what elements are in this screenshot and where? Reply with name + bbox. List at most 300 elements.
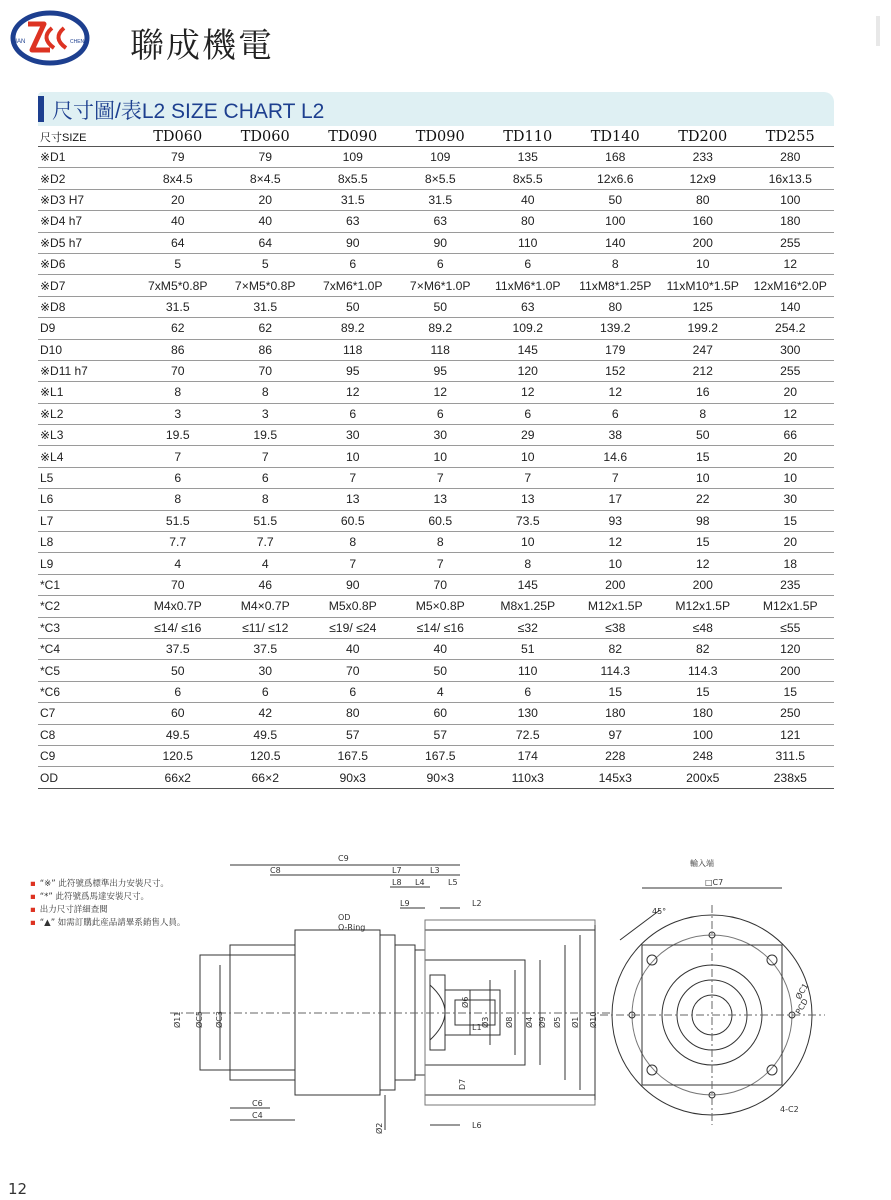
table-cell: 90x3 (309, 767, 397, 788)
model-header: TD090 (397, 127, 485, 147)
table-cell: 179 (572, 339, 660, 360)
table-cell: 114.3 (659, 660, 747, 681)
table-cell: 82 (659, 638, 747, 659)
table-cell: 5 (134, 253, 222, 274)
table-header-row (38, 127, 834, 147)
table-cell: ≤48 (659, 617, 747, 638)
table-cell: 19.5 (222, 425, 310, 446)
table-cell: 37.5 (134, 638, 222, 659)
table-cell: M4x0.7P (134, 596, 222, 617)
table-cell: 4 (222, 553, 310, 574)
table-cell: 167.5 (397, 745, 485, 766)
table-cell: 10 (659, 253, 747, 274)
table-cell: 120 (484, 360, 572, 381)
table-row (38, 425, 834, 446)
table-cell: 6 (222, 681, 310, 702)
table-cell: 100 (572, 211, 660, 232)
table-cell: 19.5 (134, 425, 222, 446)
row-label: ※D8 (38, 296, 134, 317)
table-cell: M5×0.8P (397, 596, 485, 617)
table-body (38, 147, 834, 789)
table-cell: 50 (134, 660, 222, 681)
table-cell: 12 (484, 382, 572, 403)
side-view (170, 865, 610, 1130)
table-cell: 7 (309, 467, 397, 488)
table-cell: 20 (134, 189, 222, 210)
table-cell: 4 (134, 553, 222, 574)
svg-text:Ø11: Ø11 (173, 1011, 182, 1028)
row-label: ※D6 (38, 253, 134, 274)
table-cell: 300 (747, 339, 835, 360)
table-cell: 31.5 (397, 189, 485, 210)
table-cell: M4×0.7P (222, 596, 310, 617)
table-cell: 64 (222, 232, 310, 253)
table-cell: 30 (397, 425, 485, 446)
table-cell: 95 (397, 360, 485, 381)
table-cell: 8 (222, 382, 310, 403)
table-cell: 30 (747, 489, 835, 510)
bullet-icon: ▪ (30, 892, 36, 902)
row-label: ※D5 h7 (38, 232, 134, 253)
table-cell: 66 (747, 425, 835, 446)
table-cell: 8 (397, 532, 485, 553)
table-cell: 82 (572, 638, 660, 659)
svg-text:45°: 45° (652, 907, 667, 916)
table-cell: 100 (659, 724, 747, 745)
table-cell: 6 (484, 681, 572, 702)
model-header: TD140 (572, 127, 660, 147)
svg-text:L3: L3 (430, 866, 440, 875)
table-cell: 62 (134, 318, 222, 339)
table-row (38, 232, 834, 253)
bullet-icon: ▪ (30, 918, 36, 928)
table-cell: 228 (572, 745, 660, 766)
model-header: TD110 (484, 127, 572, 147)
table-cell: 109 (397, 147, 485, 168)
table-row (38, 553, 834, 574)
table-cell: 10 (747, 467, 835, 488)
table-cell: 42 (222, 703, 310, 724)
table-cell: 70 (309, 660, 397, 681)
table-cell: 7.7 (222, 532, 310, 553)
table-cell: 63 (397, 211, 485, 232)
row-label: L6 (38, 489, 134, 510)
table-cell: 8 (659, 403, 747, 424)
row-label: *C5 (38, 660, 134, 681)
table-cell: 7×M6*1.0P (397, 275, 485, 296)
table-cell: 140 (747, 296, 835, 317)
table-cell: 50 (309, 296, 397, 317)
table-cell: 12xM16*2.0P (747, 275, 835, 296)
table-cell: 120.5 (222, 745, 310, 766)
table-cell: 11xM8*1.25P (572, 275, 660, 296)
front-view (600, 888, 825, 1125)
bullet-icon: ▪ (30, 879, 36, 889)
table-cell: 57 (397, 724, 485, 745)
table-cell: 50 (572, 189, 660, 210)
table-cell: 7 (484, 467, 572, 488)
table-cell: 12x9 (659, 168, 747, 189)
svg-text:L2: L2 (472, 899, 482, 908)
model-header: TD090 (309, 127, 397, 147)
table-cell: ≤14/ ≤16 (134, 617, 222, 638)
svg-text:ØC5: ØC5 (195, 1011, 204, 1028)
note-item: ▪ “▲” 如需訂購此産品請畢系銷售人員。 (30, 918, 186, 928)
table-cell: 16x13.5 (747, 168, 835, 189)
table-cell: M12x1.5P (659, 596, 747, 617)
table-cell: 31.5 (309, 189, 397, 210)
table-cell: 20 (222, 189, 310, 210)
table-cell: 8x5.5 (309, 168, 397, 189)
table-cell: 200 (572, 574, 660, 595)
table-cell: 200 (659, 574, 747, 595)
svg-text:L8: L8 (392, 878, 402, 887)
table-cell: 120.5 (134, 745, 222, 766)
table-cell: 60 (134, 703, 222, 724)
table-row (38, 296, 834, 317)
table-cell: 110x3 (484, 767, 572, 788)
svg-text:D7: D7 (458, 1078, 467, 1090)
table-row (38, 703, 834, 724)
table-cell: 10 (484, 446, 572, 467)
table-cell: 168 (572, 147, 660, 168)
table-cell: 70 (134, 574, 222, 595)
svg-text:PCD: PCD (793, 997, 811, 1016)
table-cell: 98 (659, 510, 747, 531)
table-cell: 14.6 (572, 446, 660, 467)
table-cell: 7 (572, 467, 660, 488)
table-cell: ≤38 (572, 617, 660, 638)
table-cell: 125 (659, 296, 747, 317)
table-cell: 90 (309, 232, 397, 253)
table-cell: 200x5 (659, 767, 747, 788)
table-cell: 70 (222, 360, 310, 381)
table-row (38, 189, 834, 210)
table-cell: 248 (659, 745, 747, 766)
table-cell: 7 (397, 553, 485, 574)
side-view-labels (172, 854, 598, 1134)
table-cell: 8x5.5 (484, 168, 572, 189)
row-label: D9 (38, 318, 134, 339)
technical-drawing (160, 850, 811, 1140)
table-cell: 100 (747, 189, 835, 210)
svg-text:4-C2: 4-C2 (780, 1105, 799, 1114)
svg-text:C4: C4 (252, 1111, 263, 1120)
row-label: *C6 (38, 681, 134, 702)
table-cell: 3 (222, 403, 310, 424)
svg-text:O-Ring: O-Ring (338, 923, 366, 932)
table-cell: 13 (484, 489, 572, 510)
table-cell: 255 (747, 360, 835, 381)
bullet-icon: ▪ (30, 905, 36, 915)
model-header: TD200 (659, 127, 747, 147)
table-cell: 30 (309, 425, 397, 446)
table-row (38, 318, 834, 339)
table-cell: 79 (222, 147, 310, 168)
row-label: ※D2 (38, 168, 134, 189)
svg-text:Ø2: Ø2 (375, 1122, 384, 1134)
company-name: 聯成機電 (130, 26, 274, 66)
note-item: ▪ “*” 此符號爲馬達安裝尺寸。 (30, 892, 150, 902)
table-cell: 114.3 (572, 660, 660, 681)
section-title: 尺寸圖/表L2 SIZE CHART L2 (52, 100, 325, 123)
table-cell: 64 (134, 232, 222, 253)
svg-text:C9: C9 (338, 854, 349, 863)
table-cell: 11xM6*1.0P (484, 275, 572, 296)
table-cell: 60.5 (309, 510, 397, 531)
svg-text:□C7: □C7 (705, 878, 724, 887)
table-cell: 16 (659, 382, 747, 403)
model-header: TD060 (134, 127, 222, 147)
table-cell: 118 (397, 339, 485, 360)
table-cell: 31.5 (134, 296, 222, 317)
table-cell: 212 (659, 360, 747, 381)
table-cell: 6 (484, 403, 572, 424)
table-cell: 50 (659, 425, 747, 446)
table-cell: 10 (572, 553, 660, 574)
table-row (38, 382, 834, 403)
table-row (38, 724, 834, 745)
row-label: OD (38, 767, 134, 788)
svg-text:OD: OD (338, 913, 351, 922)
table-cell: 145 (484, 574, 572, 595)
table-cell: 80 (484, 211, 572, 232)
row-label: ※D11 h7 (38, 360, 134, 381)
table-row (38, 211, 834, 232)
table-cell: 86 (134, 339, 222, 360)
table-cell: 60.5 (397, 510, 485, 531)
table-row (38, 617, 834, 638)
table-cell: 79 (134, 147, 222, 168)
table-cell: 11xM10*1.5P (659, 275, 747, 296)
row-label: *C1 (38, 574, 134, 595)
table-cell: 13 (397, 489, 485, 510)
row-label: ※D7 (38, 275, 134, 296)
table-cell: 139.2 (572, 318, 660, 339)
table-cell: M5x0.8P (309, 596, 397, 617)
table-cell: 80 (572, 296, 660, 317)
table-cell: 7 (222, 446, 310, 467)
table-cell: 6 (222, 467, 310, 488)
table-cell: 180 (659, 703, 747, 724)
model-header: TD060 (222, 127, 310, 147)
svg-text:L9: L9 (400, 899, 410, 908)
table-row (38, 489, 834, 510)
table-cell: 30 (222, 660, 310, 681)
table-cell: 40 (484, 189, 572, 210)
table-cell: 10 (659, 467, 747, 488)
row-label: L9 (38, 553, 134, 574)
table-cell: 90 (309, 574, 397, 595)
table-cell: 7 (309, 553, 397, 574)
table-cell: 8×5.5 (397, 168, 485, 189)
table-cell: 255 (747, 232, 835, 253)
svg-text:Ø9: Ø9 (538, 1016, 547, 1028)
table-cell: 51.5 (134, 510, 222, 531)
table-row (38, 638, 834, 659)
table-cell: 238x5 (747, 767, 835, 788)
table-cell: 200 (659, 232, 747, 253)
table-cell: 109.2 (484, 318, 572, 339)
table-cell: 31.5 (222, 296, 310, 317)
table-cell: 254.2 (747, 318, 835, 339)
table-cell: 15 (659, 446, 747, 467)
svg-text:L7: L7 (392, 866, 402, 875)
table-cell: 8 (309, 532, 397, 553)
table-cell: 121 (747, 724, 835, 745)
table-cell: 40 (397, 638, 485, 659)
corner-label: 尺寸SIZE (38, 127, 134, 147)
table-row (38, 403, 834, 424)
table-cell: 15 (747, 510, 835, 531)
svg-text:ØC3: ØC3 (215, 1011, 224, 1028)
row-label: C9 (38, 745, 134, 766)
table-row (38, 745, 834, 766)
table-cell: 12 (747, 253, 835, 274)
table-cell: 235 (747, 574, 835, 595)
table-cell: 7xM5*0.8P (134, 275, 222, 296)
section-title-bar (38, 92, 834, 126)
table-row (38, 510, 834, 531)
table-cell: 70 (397, 574, 485, 595)
table-row (38, 360, 834, 381)
table-cell: 233 (659, 147, 747, 168)
row-label: ※D4 h7 (38, 211, 134, 232)
table-row (38, 168, 834, 189)
table-cell: 66×2 (222, 767, 310, 788)
svg-text:L6: L6 (472, 1121, 482, 1130)
table-cell: 174 (484, 745, 572, 766)
table-cell: 60 (397, 703, 485, 724)
table-cell: 110 (484, 232, 572, 253)
size-chart-table (38, 127, 834, 789)
table-cell: 51 (484, 638, 572, 659)
table-cell: 250 (747, 703, 835, 724)
table-cell: 46 (222, 574, 310, 595)
table-cell: 93 (572, 510, 660, 531)
table-cell: 57 (309, 724, 397, 745)
table-cell: 15 (747, 681, 835, 702)
table-cell: 12 (309, 382, 397, 403)
table-cell: 49.5 (222, 724, 310, 745)
table-cell: 8x4.5 (134, 168, 222, 189)
table-cell: 12 (747, 403, 835, 424)
table-cell: 10 (309, 446, 397, 467)
table-cell: 8 (484, 553, 572, 574)
table-cell: 280 (747, 147, 835, 168)
table-cell: ≤55 (747, 617, 835, 638)
svg-text:L1: L1 (472, 1023, 482, 1032)
table-cell: 15 (659, 681, 747, 702)
table-cell: 118 (309, 339, 397, 360)
table-cell: 8 (572, 253, 660, 274)
row-label: ※L4 (38, 446, 134, 467)
svg-text:Ø3: Ø3 (481, 1016, 490, 1028)
table-cell: 167.5 (309, 745, 397, 766)
table-cell: 6 (134, 681, 222, 702)
table-cell: 15 (659, 532, 747, 553)
table-cell: 6 (572, 403, 660, 424)
svg-text:L4: L4 (415, 878, 425, 887)
table-cell: 15 (572, 681, 660, 702)
table-cell: 90×3 (397, 767, 485, 788)
table-cell: 6 (397, 253, 485, 274)
row-label: ※D3 H7 (38, 189, 134, 210)
table-row (38, 467, 834, 488)
table-cell: 145 (484, 339, 572, 360)
svg-text:Ø6: Ø6 (461, 996, 470, 1008)
table-row (38, 275, 834, 296)
table-cell: 6 (309, 253, 397, 274)
svg-text:ØC1: ØC1 (793, 981, 811, 1001)
row-label: D10 (38, 339, 134, 360)
table-cell: 97 (572, 724, 660, 745)
table-cell: 199.2 (659, 318, 747, 339)
row-label: ※L1 (38, 382, 134, 403)
table-cell: 12 (397, 382, 485, 403)
svg-text:Ø1: Ø1 (571, 1016, 580, 1028)
svg-text:Ø4: Ø4 (525, 1016, 534, 1028)
table-row (38, 147, 834, 168)
table-cell: 17 (572, 489, 660, 510)
table-cell: 160 (659, 211, 747, 232)
table-cell: 66x2 (134, 767, 222, 788)
table-cell: 50 (397, 660, 485, 681)
svg-text:Ø5: Ø5 (553, 1016, 562, 1028)
table-cell: 20 (747, 382, 835, 403)
row-label: *C3 (38, 617, 134, 638)
table-cell: 152 (572, 360, 660, 381)
table-cell: 135 (484, 147, 572, 168)
table-row (38, 446, 834, 467)
row-label: L5 (38, 467, 134, 488)
table-row (38, 660, 834, 681)
logo-text-right: CHENG (70, 39, 89, 45)
table-cell: 12 (659, 553, 747, 574)
svg-text:C6: C6 (252, 1099, 263, 1108)
table-cell: 8 (222, 489, 310, 510)
note-item: ▪ “※” 此符號爲標準出力安裝尺寸。 (30, 879, 169, 889)
row-label: ※D1 (38, 147, 134, 168)
table-cell: M12x1.5P (747, 596, 835, 617)
table-cell: 200 (747, 660, 835, 681)
table-cell: 38 (572, 425, 660, 446)
table-cell: ≤14/ ≤16 (397, 617, 485, 638)
table-cell: 311.5 (747, 745, 835, 766)
table-cell: 109 (309, 147, 397, 168)
table-cell: ≤11/ ≤12 (222, 617, 310, 638)
table-cell: 40 (309, 638, 397, 659)
logo-text-left: LIAN (12, 39, 26, 45)
table-row (38, 253, 834, 274)
svg-text:C8: C8 (270, 866, 281, 875)
table-cell: 63 (309, 211, 397, 232)
table-cell: 49.5 (134, 724, 222, 745)
table-cell: 10 (484, 532, 572, 553)
title-accent-bar (38, 96, 44, 122)
note-item: ▪ 出力尺寸詳細查閱 (30, 905, 108, 915)
table-cell: 12 (572, 382, 660, 403)
table-cell: 110 (484, 660, 572, 681)
table-cell: 120 (747, 638, 835, 659)
table-cell: 12 (572, 532, 660, 553)
table-cell: 40 (134, 211, 222, 232)
table-cell: 6 (397, 403, 485, 424)
edge-mark (876, 16, 880, 46)
model-header: TD255 (747, 127, 835, 147)
page-number: 12 (8, 1180, 28, 1198)
table-row (38, 767, 834, 788)
